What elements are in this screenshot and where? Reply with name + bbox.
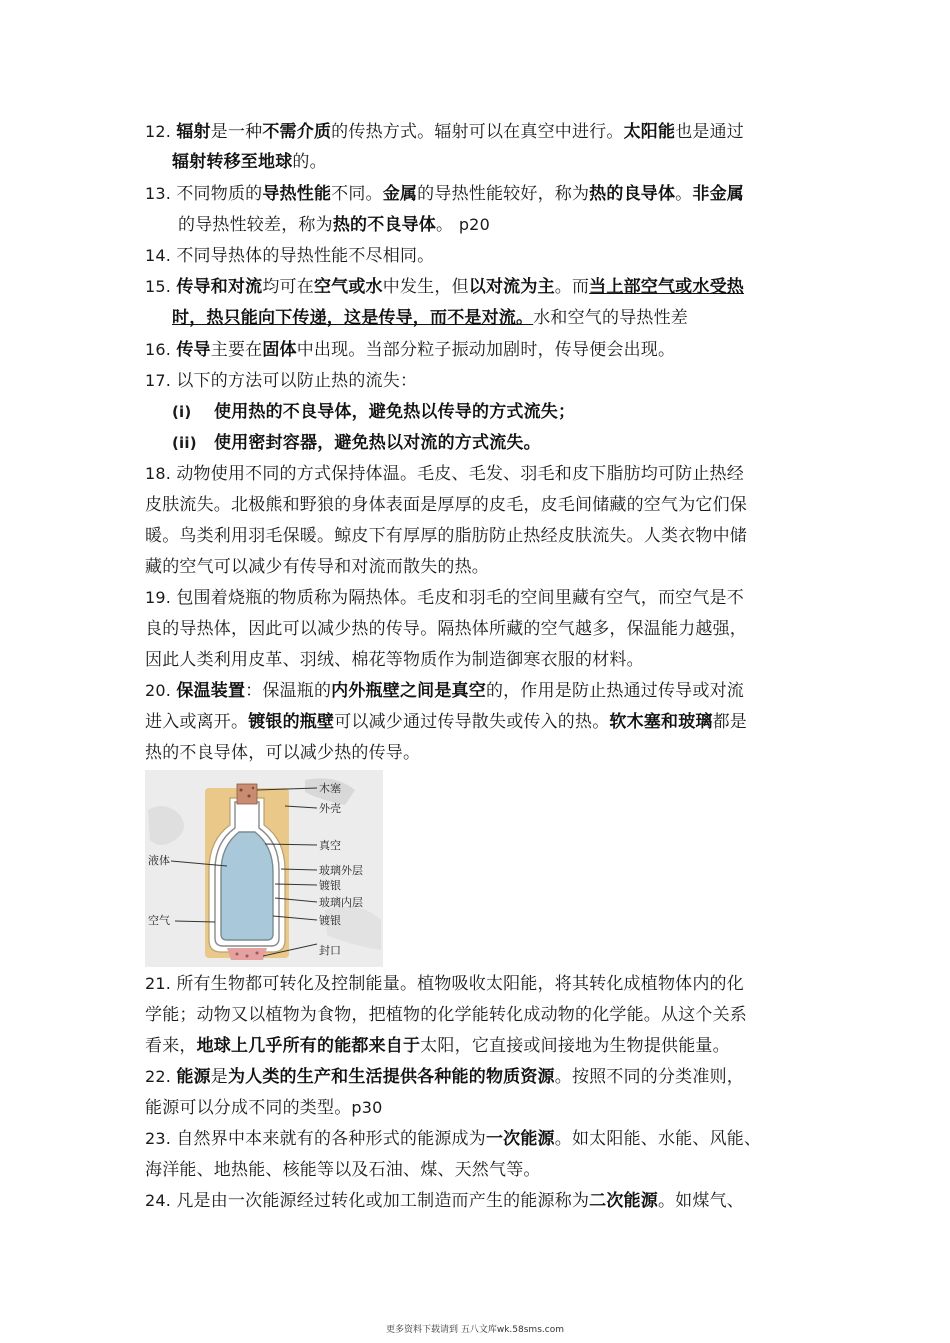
bold-text: 以对流为主 xyxy=(468,277,555,297)
text-run: 能源可以分成不同的类型。 xyxy=(145,1098,352,1118)
bold-text: 软木塞和玻璃 xyxy=(609,712,713,732)
text-line xyxy=(145,1003,810,1027)
page-footer: 更多资料下载请到 五八文库wk.58sms.com xyxy=(386,1325,564,1335)
number-text: 18. xyxy=(145,464,177,483)
bold-text: 热的不良导体 xyxy=(332,215,437,235)
text-line xyxy=(145,1065,810,1089)
text-line xyxy=(172,150,837,174)
text-run: 水和空气的导热性差 xyxy=(533,308,689,328)
text-run: ：保温瓶的 xyxy=(245,681,332,701)
number-text: 16. xyxy=(145,340,177,359)
label-glass-inner: 玻璃内层 xyxy=(319,896,363,909)
bold-text: 热的良导体 xyxy=(589,184,676,204)
number-text: 13. xyxy=(145,184,177,203)
number-text: 12. xyxy=(145,122,177,141)
bold-text: 辐射转移至地球 xyxy=(172,152,293,172)
label-liquid: 液体 xyxy=(148,854,170,867)
text-run: 中出现。当部分粒子振动加剧时，传导便会出现。 xyxy=(296,340,676,360)
bold-text: 当上部空气或水受热 xyxy=(589,277,744,297)
text-run: 学能；动物又以植物为食物，把植物的化学能转化成动物的化学能。从这个关系 xyxy=(145,1005,747,1025)
text-run: 是一种 xyxy=(210,122,263,142)
number-text: p30 xyxy=(351,1098,383,1117)
text-run: 可以减少通过传导散失或传入的热。 xyxy=(334,712,610,732)
bold-text: 使用密封容器，避免热以对流的方式流失。 xyxy=(214,433,541,453)
bold-text: 能源 xyxy=(176,1067,211,1087)
text-line xyxy=(145,586,810,610)
text-run: 的传热方式。辐射可以在真空中进行。 xyxy=(331,122,624,142)
text-line xyxy=(145,120,810,144)
text-run: 海洋能、地热能、核能等以及石油、煤、天然气等。 xyxy=(145,1160,541,1180)
label-vacuum: 真空 xyxy=(319,839,341,852)
text-run: 也是通过 xyxy=(675,122,744,142)
text-line xyxy=(145,524,810,548)
text-run: 中发生，但 xyxy=(382,277,469,297)
text-run: 太阳，它直接或间接地为生物提供能量。 xyxy=(420,1036,730,1056)
bold-text: 空气或水 xyxy=(313,277,383,297)
text-line xyxy=(145,1127,810,1151)
text-line xyxy=(145,462,810,486)
text-run: 藏的空气可以减少有传导和对流而散失的热。 xyxy=(145,557,489,577)
text-run: 以下的方法可以防止热的流失： xyxy=(176,371,418,391)
bold-text: 金属 xyxy=(382,184,418,204)
text-run: 动物使用不同的方式保持体温。毛皮、毛发、羽毛和皮下脂肪均可防止热经 xyxy=(176,464,744,484)
number-text: 21. xyxy=(145,974,177,993)
label-glass-outer: 玻璃外层 xyxy=(319,864,363,877)
text-line xyxy=(145,275,810,299)
text-run: 暖。鸟类利用羽毛保暖。鲸皮下有厚厚的脂肪防止热经皮肤流失。人类衣物中储 xyxy=(145,526,747,546)
number-text: 22. xyxy=(145,1067,177,1086)
bold-text: 非金属 xyxy=(692,184,744,204)
bold-text: 使用热的不良导体，避免热以传导的方式流失； xyxy=(214,402,576,422)
bold-text: 太阳能 xyxy=(623,122,676,142)
number-text: 17. xyxy=(145,371,177,390)
text-run: 。按照不同的分类准则， xyxy=(554,1067,744,1087)
label-silver-1: 镀银 xyxy=(319,879,341,892)
text-run: 热的不良导体，可以减少热的传导。 xyxy=(145,743,421,763)
text-run: 包围着烧瓶的物质称为隔热体。毛皮和羽毛的空间里藏有空气，而空气是不 xyxy=(176,588,744,608)
text-run: 的导热性能较好，称为 xyxy=(417,184,590,204)
bold-text: 时，热只能向下传递，这是传导，而不是对流。 xyxy=(172,308,534,328)
label-silver-2: 镀银 xyxy=(319,914,341,927)
bold-text: 传导 xyxy=(176,340,211,360)
text-run: 不同物质的 xyxy=(176,184,263,204)
text-line xyxy=(172,306,837,330)
text-line xyxy=(145,972,810,996)
text-line xyxy=(145,710,810,734)
bold-text: 一次能源 xyxy=(485,1129,555,1149)
text-run: 。 xyxy=(436,215,459,235)
text-run: 是 xyxy=(210,1067,228,1087)
bold-text: 不需介质 xyxy=(262,122,332,142)
text-run: 凡是由一次能源经过转化或加工制造而产生的能源称为 xyxy=(176,1191,590,1211)
text-run: 主要在 xyxy=(210,340,263,360)
text-run: 良的导热体，因此可以减少热的传导。隔热体所藏的空气越多，保温能力越强， xyxy=(145,619,747,639)
text-run: 因此人类利用皮革、羽绒、棉花等物质作为制造御寒衣服的材料。 xyxy=(145,650,644,670)
text-line xyxy=(145,679,810,703)
list-marker: (i) xyxy=(172,403,192,421)
text-run: 。如煤气、 xyxy=(657,1191,744,1211)
text-run: 的导热性较差，称为 xyxy=(178,215,333,235)
bold-text: 固体 xyxy=(262,340,297,360)
number-text: 20. xyxy=(145,681,177,700)
bold-text: 二次能源 xyxy=(589,1191,658,1211)
text-line xyxy=(178,213,843,237)
text-line xyxy=(145,741,810,765)
text-run: 。如太阳能、水能、风能、 xyxy=(554,1129,762,1149)
text-run: 的，作用是防止热通过传导或对流 xyxy=(485,681,744,701)
text-line xyxy=(145,369,810,393)
text-run: 。而 xyxy=(554,277,590,297)
number-text: 14. xyxy=(145,246,177,265)
text-line xyxy=(145,555,810,579)
text-line xyxy=(145,1189,810,1213)
number-text: 24. xyxy=(145,1191,177,1210)
number-text: p20 xyxy=(458,215,490,234)
thermos-diagram xyxy=(145,770,383,967)
bold-text: 保温装置 xyxy=(176,681,246,701)
text-run: 所有生物都可转化及控制能量。植物吸收太阳能，将其转化成植物体内的化 xyxy=(176,974,744,994)
number-text: 23. xyxy=(145,1129,177,1148)
label-seal: 封口 xyxy=(319,944,341,957)
label-shell: 外壳 xyxy=(319,802,341,815)
list-marker: (ii) xyxy=(172,434,197,452)
bold-text: 导热性能 xyxy=(262,184,332,204)
label-air: 空气 xyxy=(148,914,170,927)
bold-text: 地球上几乎所有的能都来自于 xyxy=(196,1036,421,1056)
text-run: 看来， xyxy=(145,1036,197,1056)
text-line xyxy=(145,244,810,268)
bold-text: 内外瓶壁之间是真空 xyxy=(331,681,486,701)
text-run: 自然界中本来就有的各种形式的能源成为 xyxy=(176,1129,486,1149)
text-line xyxy=(145,617,810,641)
text-line xyxy=(145,493,810,517)
bold-text: 镀银的瓶壁 xyxy=(248,712,335,732)
text-run: 不同导热体的导热性能不尽相同。 xyxy=(176,246,435,266)
list-item xyxy=(172,431,837,455)
text-run: 的。 xyxy=(292,152,327,172)
text-line xyxy=(145,182,810,206)
bold-text: 为人类的生产和生活提供各种能的物质资源 xyxy=(227,1067,555,1087)
bold-text: 传导和对流 xyxy=(176,277,263,297)
text-run: 进入或离开。 xyxy=(145,712,249,732)
number-text: 15. xyxy=(145,277,177,296)
text-run: 均可在 xyxy=(262,277,314,297)
text-line xyxy=(145,1034,810,1058)
text-line xyxy=(145,338,810,362)
text-line xyxy=(145,1158,810,1182)
text-run: 皮肤流失。北极熊和野狼的身体表面是厚厚的皮毛，皮毛间储藏的空气为它们保 xyxy=(145,495,747,515)
text-run: 都是 xyxy=(712,712,748,732)
list-item xyxy=(172,400,837,424)
text-line xyxy=(145,1096,810,1120)
text-run: 不同。 xyxy=(331,184,383,204)
label-cork: 木塞 xyxy=(319,782,341,795)
text-run: 。 xyxy=(675,184,693,204)
bold-text: 辐射 xyxy=(176,122,211,142)
text-line xyxy=(145,648,810,672)
number-text: 19. xyxy=(145,588,177,607)
